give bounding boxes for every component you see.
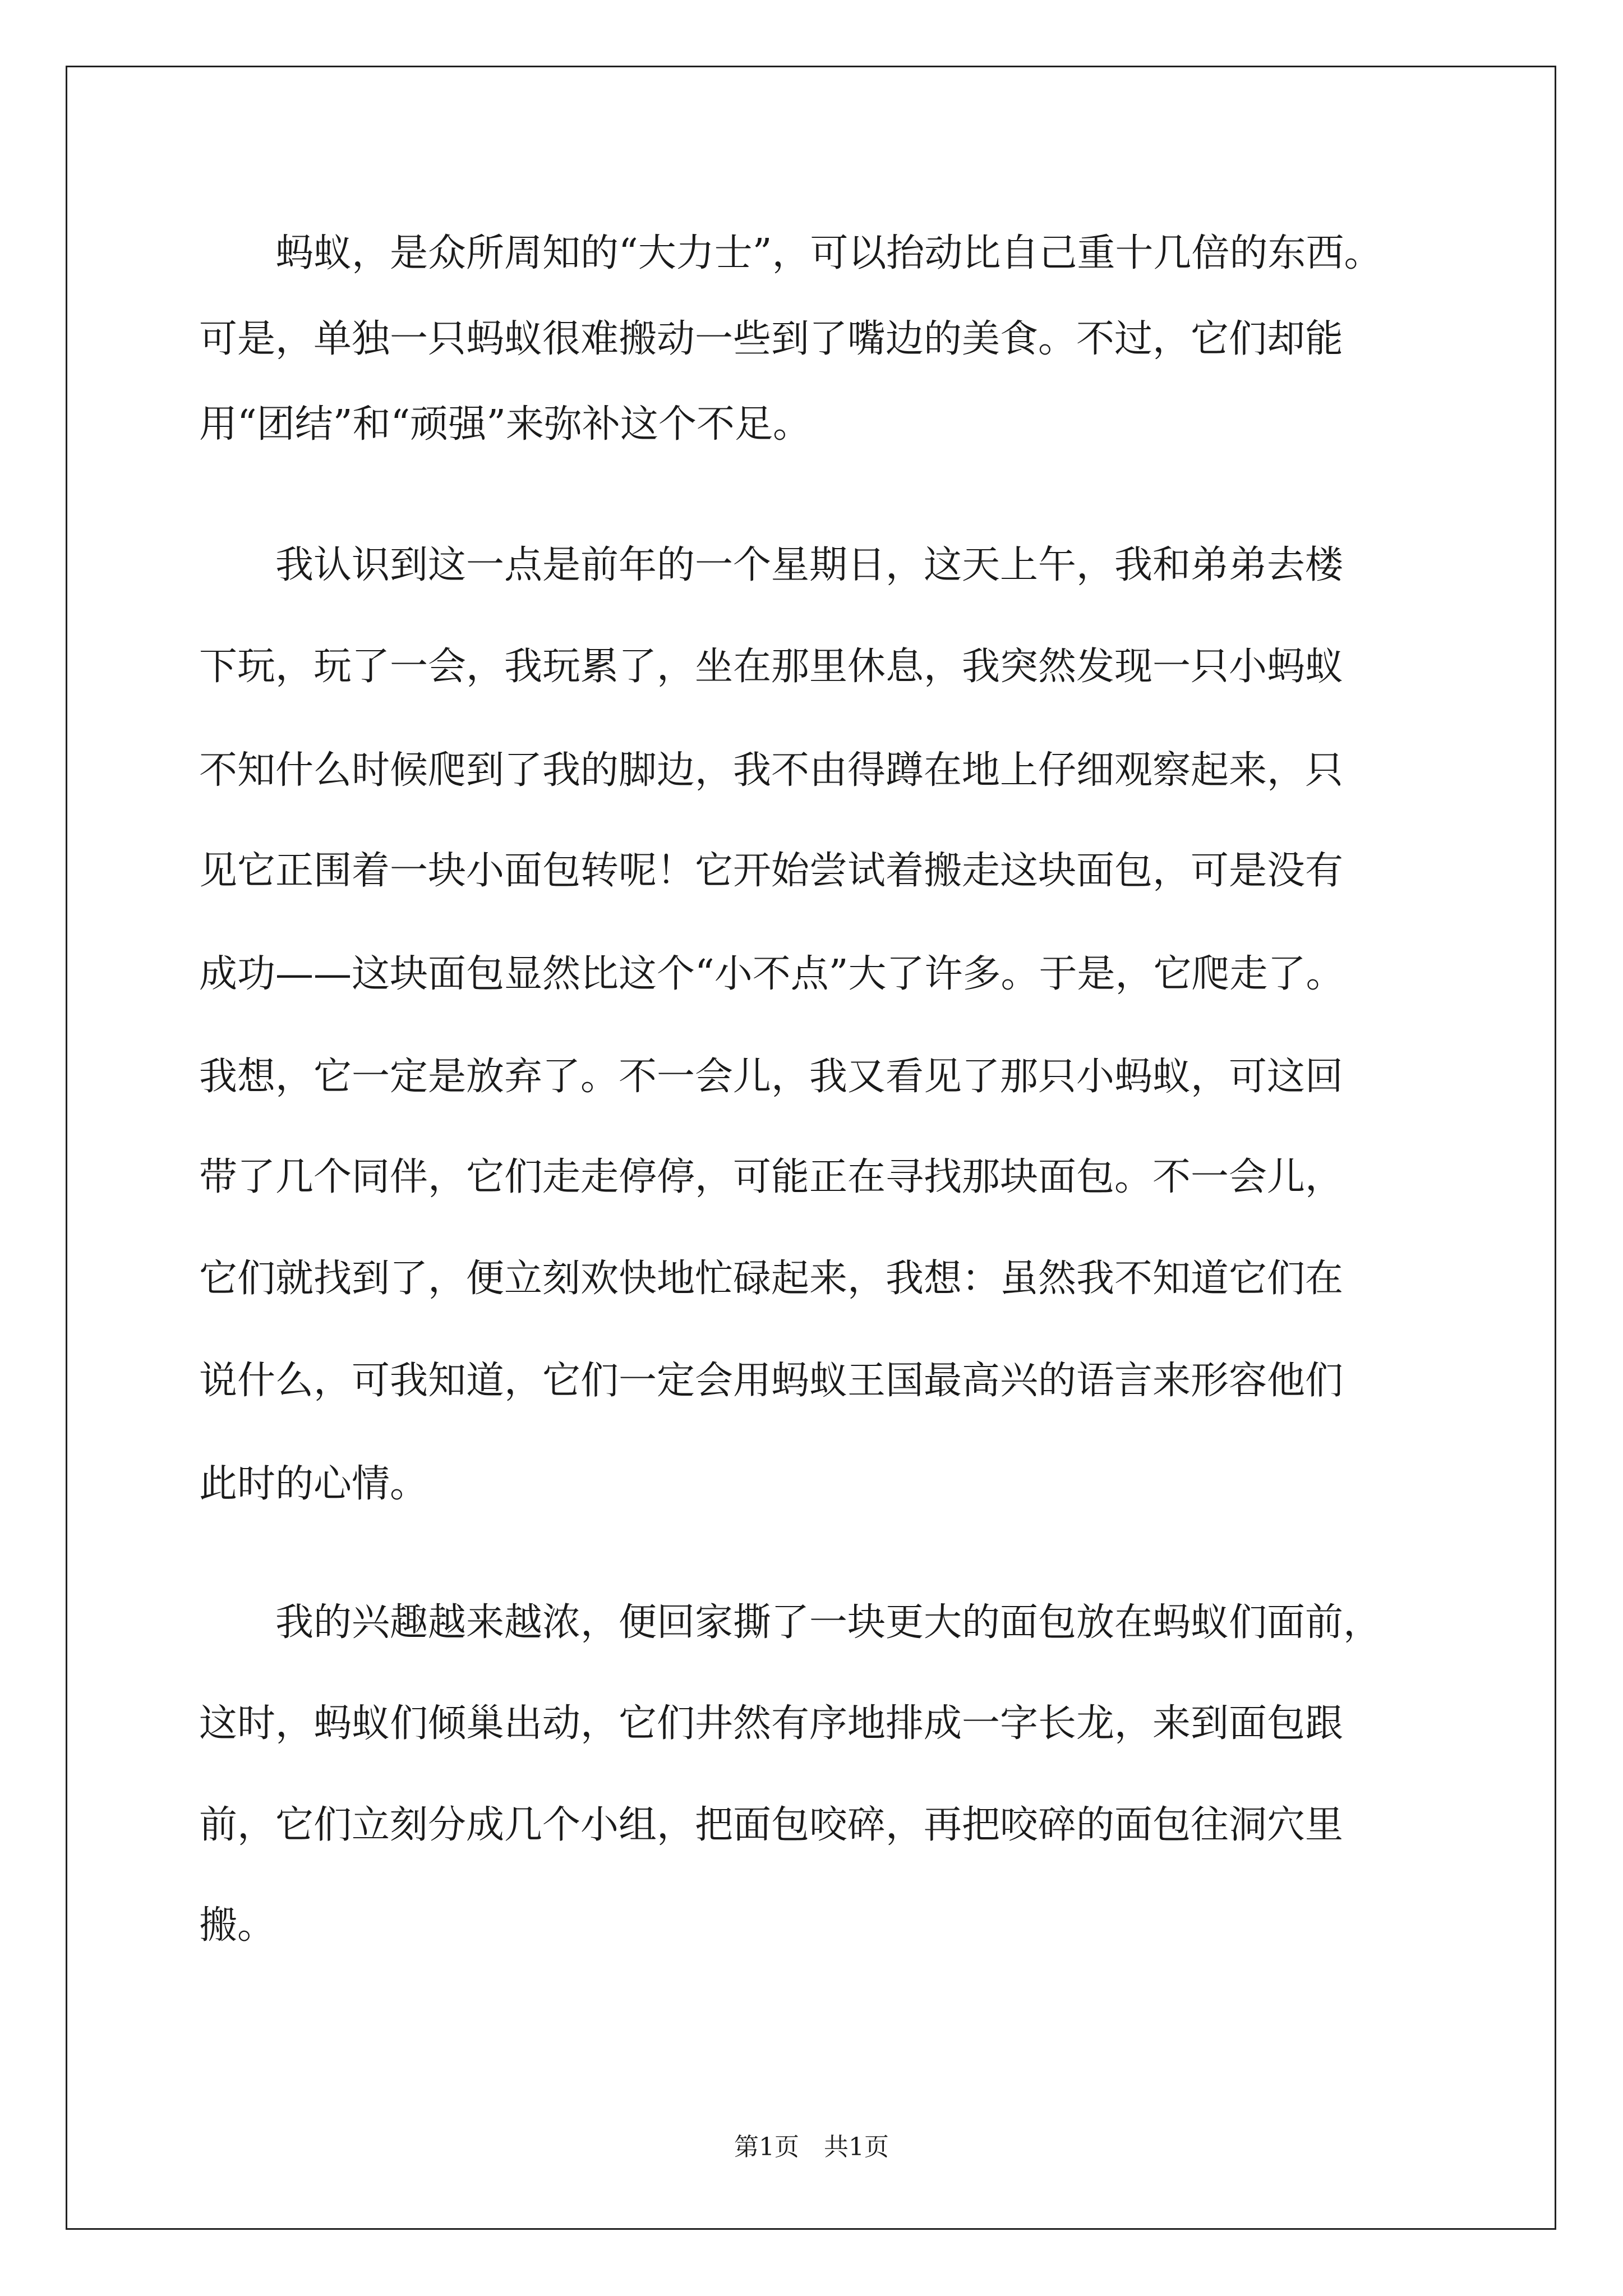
text-line: 它们就找到了，便立刻欢快地忙碌起来，我想：虽然我不知道它们在 xyxy=(199,1257,1344,1301)
text-line: 成功——这块面包显然比这个“小不点”大了许多。于是，它爬走了。 xyxy=(199,952,1344,996)
page-border xyxy=(66,66,1556,2230)
text-line: 前，它们立刻分成几个小组，把面包咬碎，再把咬碎的面包往洞穴里 xyxy=(199,1803,1344,1847)
text-line: 这时，蚂蚁们倾巢出动，它们井然有序地排成一字长龙，来到面包跟 xyxy=(199,1701,1344,1746)
text-line: 我想，它一定是放弃了。不一会儿，我又看见了那只小蚂蚁，可这回 xyxy=(199,1055,1344,1099)
text-line: 我的兴趣越来越浓，便回家撕了一块更大的面包放在蚂蚁们面前， xyxy=(199,1600,1382,1645)
text-line: 带了几个同伴，它们走走停停，可能正在寻找那块面包。不一会儿， xyxy=(199,1155,1344,1199)
text-line: 我认识到这一点是前年的一个星期日，这天上午，我和弟弟去楼 xyxy=(199,543,1344,587)
page-footer: 第1页 共1页 xyxy=(734,2133,889,2161)
text-line: 此时的心情。 xyxy=(199,1462,428,1506)
text-line: 搬。 xyxy=(199,1903,276,1948)
text-line: 下玩，玩了一会，我玩累了，坐在那里休息，我突然发现一只小蚂蚁 xyxy=(199,645,1344,689)
text-line: 蚂蚁，是众所周知的“大力士”，可以抬动比自己重十几倍的东西。 xyxy=(199,231,1382,275)
text-line: 可是，单独一只蚂蚁很难搬动一些到了嘴边的美食。不过，它们却能 xyxy=(199,317,1344,361)
text-line: 不知什么时候爬到了我的脚边，我不由得蹲在地上仔细观察起来，只 xyxy=(199,748,1344,793)
text-line: 说什么，可我知道，它们一定会用蚂蚁王国最高兴的语言来形容他们 xyxy=(199,1359,1344,1403)
text-line: 用“团结”和“顽强”来弥补这个不足。 xyxy=(199,402,811,447)
text-line: 见它正围着一块小面包转呢！它开始尝试着搬走这块面包，可是没有 xyxy=(199,849,1344,893)
